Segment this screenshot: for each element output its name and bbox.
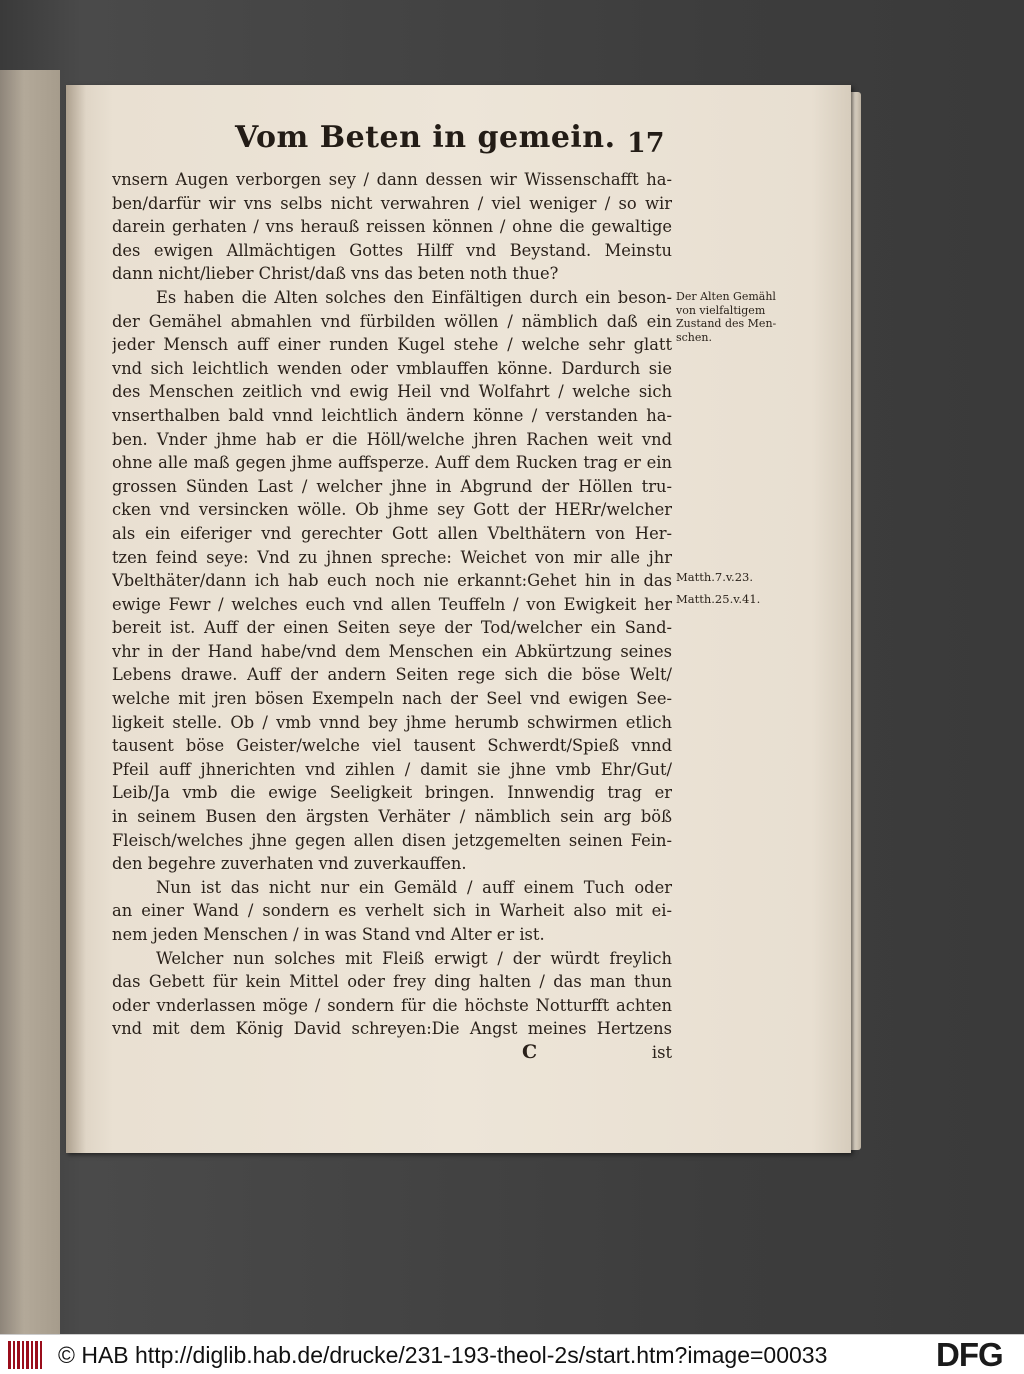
- text-line: dann nicht/lieber Christ/daß vns das beten noth thue?: [112, 264, 559, 284]
- text-line: vnserthalben bald vnnd leichtlich ändern könne / verstanden ha-: [112, 405, 672, 425]
- text-line: bereit ist. Auff der einen Seiten seye der Tod/welcher ein Sand-: [112, 618, 672, 638]
- marginal-note-line: von vielfaltigem: [676, 303, 766, 317]
- text-line: vnd sich leichtlich wenden oder vmblauffen könne. Dardurch sie: [112, 358, 672, 378]
- attribution-link[interactable]: © HAB http://diglib.hab.de/drucke/231-193-theol-2s/start.htm?image=00033: [58, 1342, 828, 1368]
- marginal-reference: [676, 566, 760, 610]
- marginal-note-line: Zustand des Men-: [676, 317, 777, 330]
- text-line: ligkeit stelle. Ob / vmb vnnd bey jhme herumb schwirmen etlich: [112, 712, 672, 732]
- marginal-reference-line: Matth.25.v.41.: [676, 592, 761, 606]
- text-line: in seinem Busen den ärgsten Verhäter / nämblich sein arg böß: [112, 807, 672, 827]
- text-line: ben/darfür wir vns selbs nicht verwahren / viel weniger / so wir: [112, 193, 672, 213]
- page-number: 17: [627, 128, 665, 159]
- page-gutter-shadow: [66, 85, 86, 1153]
- text-line: des Menschen zeitlich vnd ewig Heil vnd Wolfahrt / welche sich: [112, 382, 672, 402]
- text-line: Pfeil auff jhnerichten vnd zihlen / damit sie jhne vmb Ehr/Gut/: [112, 759, 672, 779]
- footer-bar: [0, 1334, 1024, 1374]
- text-line: als ein eiferiger vnd gerechter Gott allen Vbelthätern von Her-: [112, 523, 672, 543]
- signature-line: [112, 1041, 672, 1065]
- text-line: welche mit jren bösen Exempeln nach der Seel vnd ewigen See-: [112, 689, 672, 709]
- text-line: Nun ist das nicht nur ein Gemäld / auff einem Tuch oder: [156, 877, 672, 897]
- text-line: tausent böse Geister/welche viel tausent Schwerdt/Spieß vnnd: [112, 736, 672, 756]
- marginal-note-line: schen.: [676, 330, 712, 344]
- text-line: ben. Vnder jhme hab er die Höll/welche jhren Rachen weit vnd: [112, 429, 672, 449]
- text-line: vnsern Augen verborgen sey / dann dessen wir Wissenschafft ha-: [112, 170, 672, 189]
- text-line: darein gerhaten / vns herauß reissen können / ohne die gewaltige: [112, 217, 672, 237]
- text-line: vnd mit dem König David schreyen:Die Angst meines Hertzens: [112, 1019, 672, 1039]
- text-line: vhr in der Hand habe/vnd dem Menschen ein Abkürtzung seines: [112, 641, 672, 661]
- text-line: an einer Wand / sondern es verhelt sich in Warheit also mit ei-: [112, 901, 672, 921]
- text-line: den begehre zuverhaten vnd zuverkauffen.: [112, 854, 467, 874]
- text-line: Fleisch/welches jhne gegen allen disen jetzgemelten seinen Fein-: [112, 830, 672, 850]
- text-line: das Gebett für kein Mittel oder frey ding halten / das man thun: [112, 972, 672, 992]
- text-line: der Gemähel abmahlen vnd fürbilden wöllen / nämblich daß ein: [112, 311, 672, 331]
- text-line: nem jeden Menschen / in was Stand vnd Alter er ist.: [112, 925, 545, 944]
- marginal-note: [676, 290, 776, 344]
- text-line: Es haben die Alten solches den Einfältigen durch ein beson-: [156, 287, 672, 307]
- body-text: [112, 168, 672, 1065]
- marginal-reference-line: Matth.7.v.23.: [676, 570, 753, 584]
- catch-word: ist: [651, 1042, 672, 1062]
- dfg-logo: DFG: [936, 1336, 1003, 1373]
- text-line: ohne alle maß gegen jhme auffsperze. Auff dem Rucken trag er ein: [112, 453, 672, 473]
- text-line: jeder Mensch auff einer runden Kugel stehe / welche sehr glatt: [112, 335, 672, 355]
- text-line: des ewigen Allmächtigen Gottes Hilff vnd Beystand. Meinstu: [112, 240, 672, 260]
- text-line: grossen Sünden Last / welcher jhne in Abgrund der Höllen tru-: [112, 476, 672, 496]
- text-line: tzen feind seye: Vnd zu jhnen spreche: Weichet von mir alle jhr: [112, 547, 672, 567]
- signature-mark: C: [522, 1040, 538, 1063]
- text-line: ewige Fewr / welches euch vnd allen Teuffeln / von Ewigkeit her: [112, 594, 672, 614]
- text-line: oder vnderlassen möge / sondern für die höchste Notturfft achten: [112, 995, 672, 1015]
- text-line: cken vnd versincken wölle. Ob jhme sey Gott der HERr/welcher: [112, 500, 672, 520]
- text-line: Vbelthäter/dann ich hab euch noch nie erkannt:Gehet hin in das: [112, 571, 672, 591]
- text-line: Lebens drawe. Auff der andern Seiten rege sich die böse Welt/: [112, 665, 672, 685]
- marginal-note-line: Der Alten Gemähl: [676, 290, 776, 303]
- previous-page-edge: [0, 70, 60, 1335]
- running-head: Vom Beten in gemein.: [235, 120, 616, 155]
- text-line: Welcher nun solches mit Fleiß erwigt / der würdt freylich: [156, 948, 672, 968]
- text-line: Leib/Ja vmb die ewige Seeligkeit bringen. Innwendig trag er: [112, 783, 672, 803]
- barcode-icon: [8, 1341, 46, 1369]
